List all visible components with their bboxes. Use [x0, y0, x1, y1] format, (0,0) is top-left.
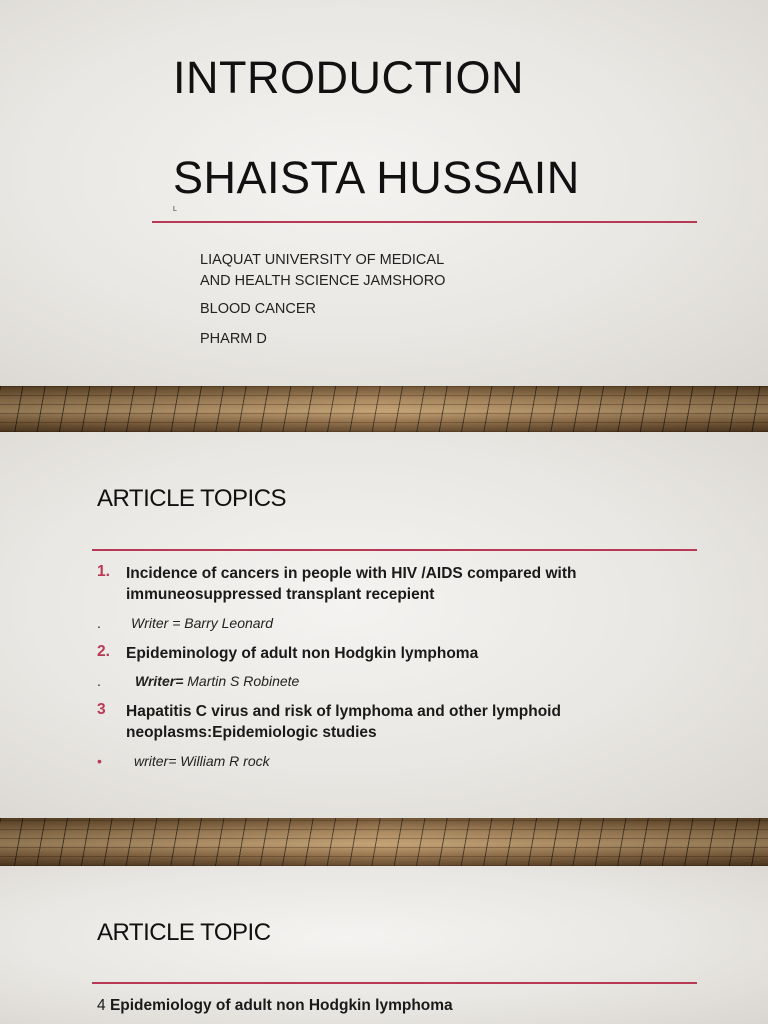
- writer-label: Writer =: [131, 615, 185, 631]
- program-text: PHARM D: [200, 331, 267, 347]
- list-item: Epideminology of adult non Hodgkin lymphoma: [126, 645, 479, 662]
- title-divider: [152, 221, 697, 223]
- list-marker: .: [97, 673, 101, 689]
- slide-title: INTRODUCTION: [173, 52, 524, 103]
- list-marker: 3: [97, 701, 106, 718]
- slide-2: [0, 432, 768, 818]
- slide-3: [0, 866, 768, 1024]
- writer-line: [135, 673, 299, 689]
- list-marker: .: [97, 615, 101, 631]
- wood-floor-divider: [0, 386, 768, 432]
- list-item: Hapatitis C virus and risk of lymphoma and other lymphoid neoplasms:Epidemiologic studies: [126, 703, 561, 741]
- list-item: [97, 997, 453, 1015]
- slide-1: [0, 0, 768, 386]
- list-marker: 1.: [97, 563, 110, 580]
- list-marker: 2.: [97, 643, 110, 660]
- item-text: Epidemiology of adult non Hodgkin lymphoma: [109, 997, 453, 1014]
- writer-line: [134, 753, 270, 769]
- writer-label: Writer=: [135, 673, 184, 689]
- list-item: Incidence of cancers in people with HIV /AIDS compared with immuneosuppressed transplant recepient: [126, 565, 577, 603]
- topic-text: BLOOD CANCER: [200, 301, 317, 317]
- writer-name: Barry Leonard: [184, 615, 273, 631]
- writer-name: Martin S Robinete: [183, 673, 300, 689]
- section-title: ARTICLE TOPICS: [97, 485, 287, 512]
- university-text: LIAQUAT UNIVERSITY OF MEDICAL AND HEALTH SCIENCE JAMSHORO: [200, 252, 446, 289]
- writer-label: writer=: [134, 753, 181, 769]
- section-divider: [92, 549, 697, 551]
- item-number: 4: [97, 997, 106, 1014]
- writer-line: [131, 615, 273, 631]
- writer-name: William R rock: [180, 753, 270, 769]
- tiny-mark: L: [173, 206, 177, 213]
- presenter-name: SHAISTA HUSSAIN: [173, 152, 580, 203]
- wood-floor-divider: [0, 818, 768, 866]
- section-title: ARTICLE TOPIC: [97, 919, 271, 946]
- section-divider: [92, 982, 697, 984]
- bullet-marker: •: [97, 753, 102, 769]
